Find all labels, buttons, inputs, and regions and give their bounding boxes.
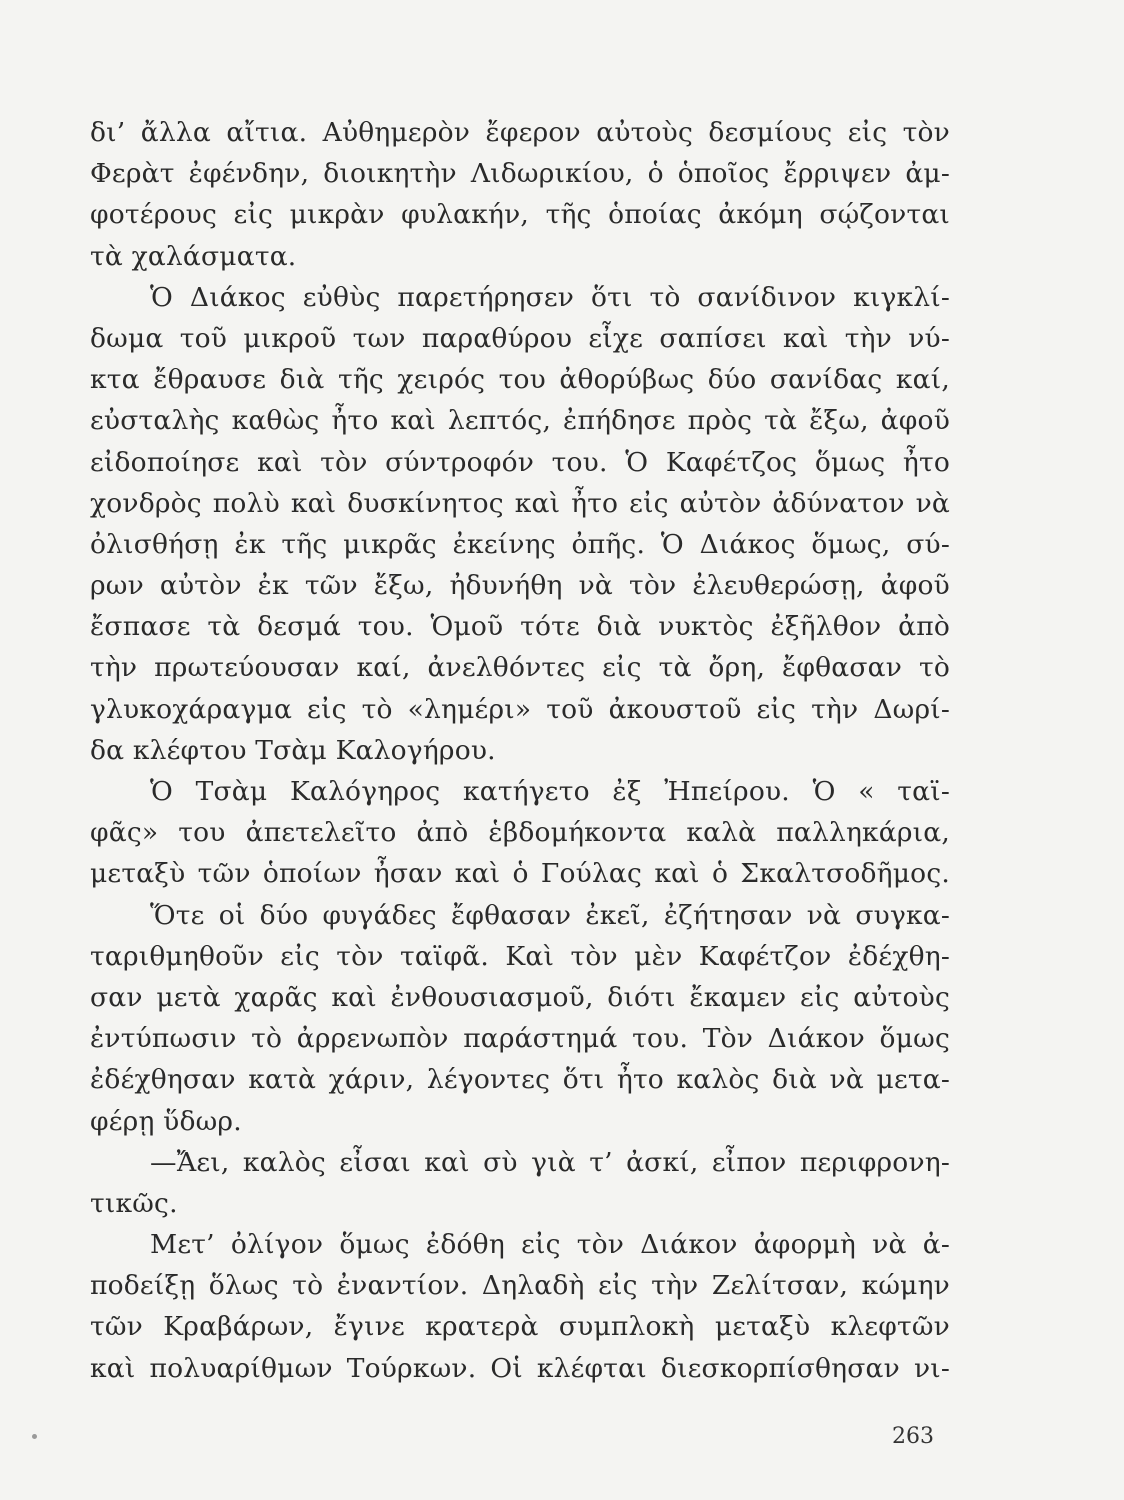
page-number: 263 — [892, 1424, 934, 1449]
text-line: φέρῃ ὕδωρ. — [90, 1105, 242, 1137]
text-line: Ὁ Διάκος εὐθὺς παρετήρησεν ὅτι τὸ σανίδινον κιγκλί- — [150, 281, 950, 313]
text-line: ἔσπασε τὰ δεσμά του. Ὁμοῦ τότε διὰ νυκτὸς ἐξῆλθον ἀπὸ — [90, 611, 950, 643]
text-line: χονδρὸς πολὺ καὶ δυσκίνητος καὶ ἦτο εἰς αὐτὸν ἀδύνατον νὰ — [90, 487, 950, 519]
scan-speck — [32, 1434, 37, 1439]
text-line: τικῶς. — [90, 1187, 178, 1219]
text-line: σαν μετὰ χαρᾶς καὶ ἐνθουσιασμοῦ, διότι ἔκαμεν εἰς αὐτοὺς — [90, 981, 950, 1013]
text-line: δα κλέφτου Τσὰμ Καλογήρου. — [90, 734, 496, 766]
text-line: ρων αὐτὸν ἐκ τῶν ἔξω, ἠδυνήθη νὰ τὸν ἐλευθερώσῃ, ἀφοῦ — [90, 570, 950, 602]
text-line: Ὁ Τσὰμ Καλόγηρος κατήγετο ἐξ Ἠπείρου. Ὁ « ταϊ- — [150, 776, 950, 807]
body-text — [90, 112, 950, 1389]
text-line: ἐδέχθησαν κατὰ χάριν, λέγοντες ὅτι ἦτο καλὸς διὰ νὰ μετα- — [90, 1064, 950, 1096]
text-line: —Ἄει, καλὸς εἶσαι καὶ σὺ γιὰ τ’ ἀσκί, εἶπον περιφρονη- — [150, 1146, 950, 1178]
text-line: δωμα τοῦ μικροῦ των παραθύρου εἶχε σαπίσει καὶ τὴν νύ- — [90, 322, 950, 354]
text-line: ἐντύπωσιν τὸ ἀρρενωπὸν παράστημά του. Τὸν Διάκον ὅμως — [90, 1023, 950, 1055]
text-line: Μετ’ ὀλίγον ὅμως ἐδόθη εἰς τὸν Διάκον ἀφορμὴ νὰ ἀ- — [150, 1229, 950, 1261]
text-line: φᾶς» του ἀπετελεῖτο ἀπὸ ἑβδομήκοντα καλὰ παλληκάρια, — [90, 817, 950, 849]
text-line: δι’ ἄλλα αἴτια. Αὐθημερὸν ἔφερον αὐτοὺς δεσμίους εἰς τὸν — [90, 117, 950, 148]
text-line: κτα ἔθραυσε διὰ τῆς χειρός του ἀθορύβως δύο σανίδας καί, — [90, 364, 950, 396]
text-line: ταριθμηθοῦν εἰς τὸν ταϊφᾶ. Καὶ τὸν μὲν Καφέτζον ἐδέχθη- — [90, 940, 950, 972]
text-line: ποδείξῃ ὅλως τὸ ἐναντίον. Δηλαδὴ εἰς τὴν Ζελίτσαν, κώμην — [90, 1270, 950, 1302]
text-line: Φερὰτ ἐφένδην, διοικητὴν Λιδωρικίου, ὁ ὁποῖος ἔρριψεν ἀμ- — [90, 158, 950, 190]
text-line: ὀλισθήσῃ ἐκ τῆς μικρᾶς ἐκείνης ὀπῆς. Ὁ Διάκος ὅμως, σύ- — [90, 528, 950, 560]
text-line: καὶ πολυαρίθμων Τούρκων. Οἱ κλέφται διεσκορπίσθησαν νι- — [90, 1352, 950, 1384]
text-line: τὰ χαλάσματα. — [90, 240, 297, 272]
text-line: Ὅτε οἱ δύο φυγάδες ἔφθασαν ἐκεῖ, ἐζήτησαν νὰ συγκα- — [150, 899, 950, 931]
text-line: γλυκοχάραγμα εἰς τὸ «λημέρι» τοῦ ἀκουστοῦ εἰς τὴν Δωρί- — [90, 693, 950, 725]
text-line: τὴν πρωτεύουσαν καί, ἀνελθόντες εἰς τὰ ὄρη, ἔφθασαν τὸ — [90, 652, 950, 684]
text-line: εὐσταλὴς καθὼς ἦτο καὶ λεπτός, ἐπήδησε πρὸς τὰ ἔξω, ἀφοῦ — [90, 405, 950, 437]
text-line: εἰδοποίησε καὶ τὸν σύντροφόν του. Ὁ Καφέτζος ὅμως ἦτο — [90, 446, 950, 478]
text-line: φοτέρους εἰς μικρὰν φυλακήν, τῆς ὁποίας ἀκόμη σῴζονται — [90, 199, 950, 231]
text-line: τῶν Κραβάρων, ἔγινε κρατερὰ συμπλοκὴ μεταξὺ κλεφτῶν — [90, 1311, 950, 1343]
text-line: μεταξὺ τῶν ὁποίων ἦσαν καὶ ὁ Γούλας καὶ ὁ Σκαλτσοδῆμος. — [90, 858, 950, 890]
